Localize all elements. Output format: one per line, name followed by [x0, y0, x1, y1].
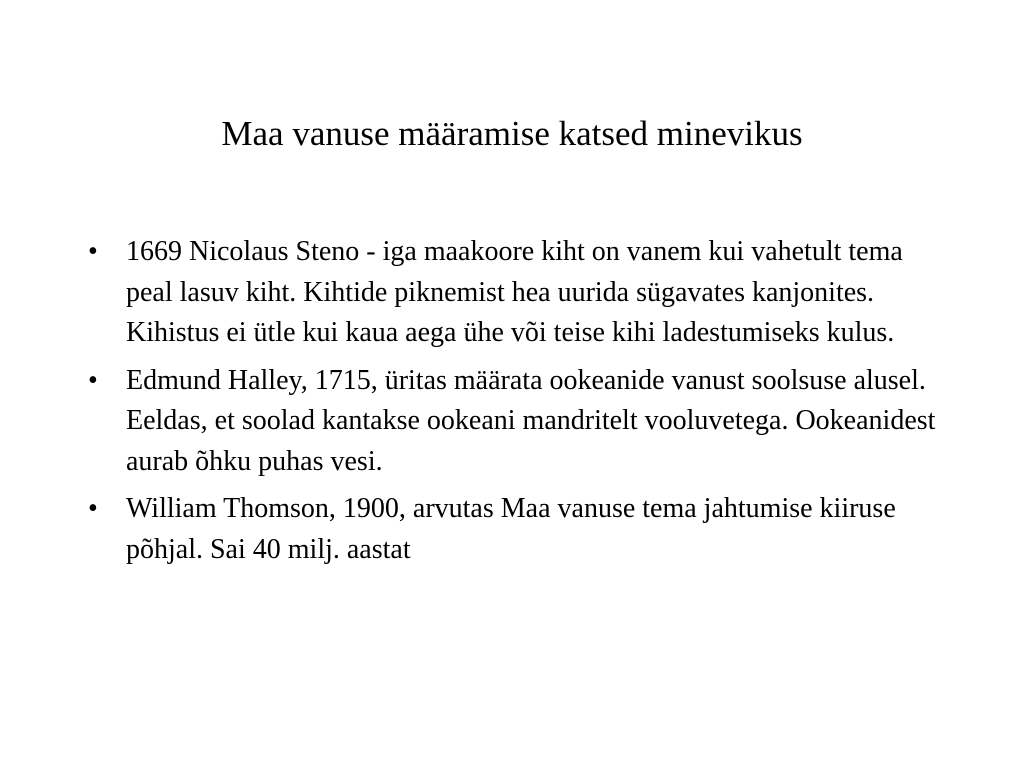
bullet-marker: •: [88, 236, 98, 267]
bullet-marker: •: [88, 493, 98, 524]
bullet-text: Edmund Halley, 1715, üritas määrata ookeanide vanust soolsuse alusel. Eeldas, et soolad kantakse ookeani mandritelt vooluvetega. Ookeanidest aurab õhku puhas vesi.: [126, 364, 936, 477]
list-item: [88, 232, 948, 354]
bullet-text: William Thomson, 1900, arvutas Maa vanuse tema jahtumise kiiruse põhjal. Sai 40 milj. aastat: [126, 493, 896, 565]
list-item: [88, 489, 948, 570]
list-item: [88, 361, 948, 483]
slide-title: Maa vanuse määramise katsed minevikus: [221, 114, 803, 153]
bullet-marker: •: [88, 364, 98, 396]
bullet-list: [88, 232, 948, 577]
bullet-text: 1669 Nicolaus Steno - iga maakoore kiht on vanem kui vahetult tema peal lasuv kiht. Kihtide piknemist hea uurida sügavates kanjonites. Kihistus ei ütle kui kaua aega ühe või teise kihi ladestumiseks kulus.: [126, 236, 903, 348]
